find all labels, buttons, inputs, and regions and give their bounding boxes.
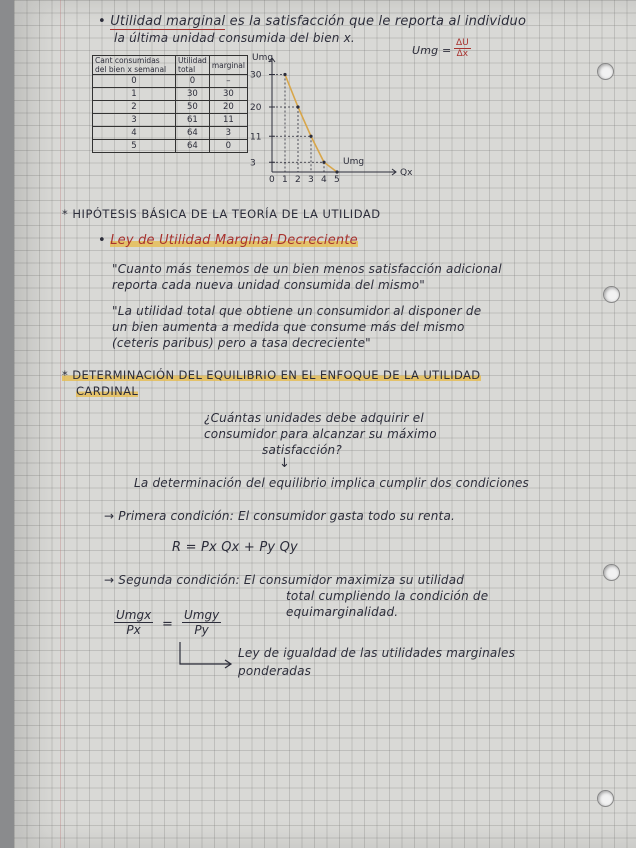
table-row [93, 101, 248, 114]
header-line: Cant consumidas [95, 56, 160, 65]
utility-table [92, 55, 248, 153]
cell: 20 [209, 101, 247, 114]
first-condition: → Primera condición: El consumidor gasta todo su renta. [104, 509, 456, 523]
second-condition-line-2: total cumpliendo la condición de [286, 589, 489, 603]
y-tick-label: 3 [250, 158, 256, 169]
second-condition-line-1: → Segunda condición: El consumidor maximiza su utilidad [104, 573, 465, 587]
quote-2-line-1: "La utilidad total que obtiene un consumidor al disponer de [112, 304, 482, 318]
table-header-total [176, 56, 210, 75]
header-line: Utilidad [178, 56, 207, 65]
question-line-1: ¿Cuántas unidades debe adquirir el [204, 411, 424, 425]
data-point [309, 135, 312, 138]
fraction-umgx-px [114, 608, 153, 637]
binder-hole [597, 790, 614, 807]
y-tick-label: 11 [250, 132, 262, 143]
cell: 64 [176, 140, 210, 153]
data-point [335, 170, 338, 173]
series-label: Umg [343, 157, 365, 167]
data-point [296, 105, 299, 108]
x-tick-label: 4 [321, 175, 327, 185]
fraction-num: Umgx [116, 608, 152, 622]
header-line: marginal [211, 60, 245, 70]
y-tick-label: 20 [250, 103, 262, 113]
table-row [93, 88, 248, 101]
equilibrium-heading-line-2 [76, 384, 138, 398]
formula-umg [454, 38, 471, 59]
table-header-marginal [209, 56, 247, 75]
second-condition-line-3: equimarginalidad. [286, 605, 399, 619]
down-arrow-icon: ↓ [279, 456, 291, 471]
fraction-umgy-py [182, 608, 221, 637]
quote-2-line-3: (ceteris paribus) pero a tasa decreciente" [112, 336, 371, 350]
x-tick-label: 0 [269, 175, 275, 185]
x-axis-label: Qx [400, 168, 413, 178]
x-tick-label: 3 [308, 175, 314, 185]
x-tick-label: 1 [282, 175, 288, 185]
x-tick-label: 2 [295, 175, 301, 185]
margin-line [60, 0, 61, 848]
question-line-3: satisfacción? [262, 443, 342, 457]
cell: 61 [176, 114, 210, 127]
law-name: Ley de Utilidad Marginal Decreciente [110, 233, 358, 248]
cell: 2 [93, 101, 176, 114]
cell: 1 [93, 88, 176, 101]
equilibrium-heading-line-1 [62, 368, 481, 382]
intro-line-2: la última unidad consumida del bien x. [114, 31, 355, 45]
formula-num: ΔU [456, 38, 469, 48]
cell: 0 [93, 75, 176, 88]
binder-hole [597, 63, 614, 80]
table-header-row [93, 56, 248, 75]
cell: 50 [176, 101, 210, 114]
cell: 30 [176, 88, 210, 101]
cell: 0 [176, 75, 210, 88]
table-row [93, 75, 248, 88]
quote-2-line-2: un bien aumenta a medida que consume más del mismo [112, 320, 465, 334]
formula-label: Umg = [412, 44, 452, 57]
cell: 3 [209, 127, 247, 140]
heading-text: CARDINAL [76, 384, 139, 398]
header-line: total [178, 65, 196, 74]
table-row [93, 127, 248, 140]
x-tick-label: 5 [334, 175, 340, 185]
law-equality-line-2: ponderadas [238, 664, 312, 678]
cell: 11 [209, 114, 247, 127]
table-row [93, 114, 248, 127]
quote-1-line-2: reporta cada nueva unidad consumida del mismo" [112, 278, 426, 292]
data-point [283, 73, 286, 76]
law-title [98, 233, 358, 248]
data-point [322, 161, 325, 164]
fraction-den: Py [194, 623, 209, 637]
cell: 64 [176, 127, 210, 140]
budget-equation: R = Px Qx + Py Qy [172, 540, 298, 555]
question-line-2: consumidor para alcanzar su máximo [204, 427, 437, 441]
notebook-page [14, 0, 636, 848]
cell: 30 [209, 88, 247, 101]
table-header-quantity [93, 56, 176, 75]
binder-hole [603, 564, 620, 581]
y-tick-label: 30 [250, 70, 262, 81]
fraction-num: Umgy [184, 608, 220, 622]
formula-den: Δx [456, 49, 469, 59]
heading-text: * DETERMINACIÓN DEL EQUILIBRIO EN EL ENFOQUE DE LA UTILIDAD [62, 368, 481, 382]
quote-1-line-1: "Cuanto más tenemos de un bien menos satisfacción adicional [112, 262, 502, 276]
intro-line-1 [98, 14, 526, 29]
bullet: • [98, 14, 106, 29]
intro-line-1-rest: es la satisfacción que le reporta al individuo [229, 14, 527, 29]
cell: – [209, 75, 247, 88]
header-line: del bien x semanal [95, 65, 167, 74]
cell: 3 [93, 114, 176, 127]
table-row [93, 140, 248, 153]
binder-hole [603, 286, 620, 303]
cell: 5 [93, 140, 176, 153]
cell: 0 [209, 140, 247, 153]
cell: 4 [93, 127, 176, 140]
equals-sign: = [162, 617, 174, 632]
implies-line: La determinación del equilibrio implica cumplir dos condiciones [134, 476, 529, 490]
marginal-utility-chart [246, 50, 416, 190]
arrow-right-icon [174, 640, 236, 670]
bullet: • [98, 233, 106, 248]
law-equality-line-1: Ley de igualdad de las utilidades marginales [238, 646, 516, 660]
hypothesis-heading: * HIPÓTESIS BÁSICA DE LA TEORÍA DE LA UTILIDAD [62, 207, 381, 221]
y-axis-label: Umg [252, 53, 274, 63]
term-utilidad-marginal: Utilidad marginal [110, 14, 226, 29]
fraction-den: Px [126, 623, 141, 637]
